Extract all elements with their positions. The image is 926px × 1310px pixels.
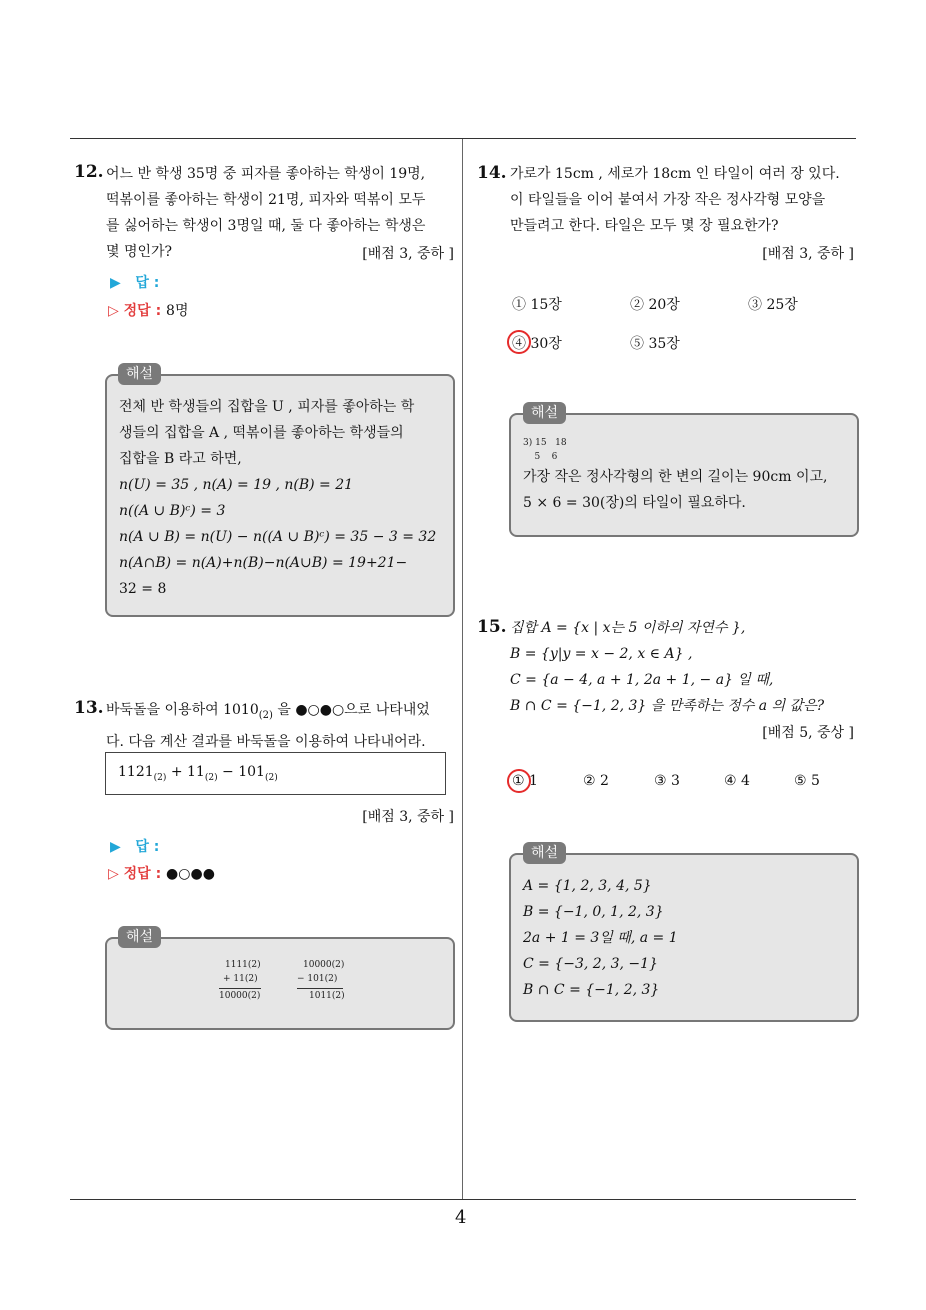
correct-label: 정답 :	[123, 303, 162, 319]
q15-choice-5[interactable]: ⑤ 5	[794, 773, 820, 789]
q15-line: B ∩ C = {−1, 2, 3} 을 만족하는 정수 a 의 값은?	[510, 698, 825, 714]
calc-right-result: 1011(2)	[309, 991, 345, 1001]
explain-line: n(A ∪ B) = n(U) − n((A ∪ B)ᶜ) = 35 − 3 = 32	[119, 529, 437, 545]
q12-explanation-tag: 해설	[118, 363, 161, 385]
q15-choice-4[interactable]: ④ 4	[724, 773, 750, 789]
q13-number: 13.	[74, 698, 104, 718]
q14-explanation-body	[523, 464, 853, 516]
q15-choice-2[interactable]: ② 2	[583, 773, 609, 789]
correct-value: 8명	[166, 303, 189, 319]
q14-number: 14.	[477, 163, 507, 183]
q14-meta: [배점 3, 중하 ]	[762, 246, 854, 262]
explain-line: 5 × 6 = 30(장)의 타일이 필요하다.	[523, 495, 746, 511]
q14-choice-4[interactable]: ④ 30장	[512, 336, 562, 352]
q13-answer-row	[110, 836, 159, 856]
explain-line: n(A∩B) = n(A)+n(B)−n(A∪B) = 19+21−	[119, 555, 408, 571]
correct-arrow-icon: ▷	[108, 866, 124, 882]
top-rule	[70, 138, 856, 139]
calc-left-mid: + 11(2)	[223, 974, 258, 984]
answer-label: 답 :	[135, 275, 160, 291]
answer-arrow-icon: ▶	[110, 839, 136, 855]
q15-explanation-box	[509, 853, 859, 1022]
correct-value: ●○●●	[166, 866, 215, 882]
correct-arrow-icon: ▷	[108, 303, 124, 319]
q12-line: 어느 반 학생 35명 중 피자를 좋아하는 학생이 19명,	[106, 166, 426, 182]
q15-choice-3[interactable]: ③ 3	[654, 773, 680, 789]
column-divider	[462, 139, 463, 1200]
q14-selected-circle-icon	[507, 330, 531, 354]
explain-line: C = {−3, 2, 3, −1}	[523, 956, 658, 972]
q15-explanation-tag: 해설	[523, 842, 566, 864]
calc-left-line	[219, 988, 261, 989]
q13-line: 다. 다음 계산 결과를 바둑돌을 이용하여 나타내어라.	[106, 733, 426, 750]
q15-line: C = {a − 4, a + 1, 2a + 1, − a} 일 때,	[510, 672, 774, 688]
q14-choice-3[interactable]: ③ 25장	[748, 297, 798, 313]
q13-line1-pre: 바둑돌을 이용하여 1010	[106, 702, 259, 718]
q13-line1-post: 을 ●○●○으로 나타내었	[272, 702, 430, 718]
page-number: 4	[455, 1207, 467, 1228]
q14-choice-5[interactable]: ⑤ 35장	[630, 336, 680, 352]
q12-correct-row	[108, 300, 188, 320]
q14-text	[510, 161, 860, 239]
explain-line: 2a + 1 = 3일 때, a = 1	[523, 930, 678, 946]
explain-line: 32 = 8	[119, 581, 167, 597]
q14-explanation-tag: 해설	[523, 402, 566, 424]
q13-correct-row	[108, 863, 215, 883]
q12-explanation-box	[105, 374, 455, 617]
q13-line	[106, 697, 458, 729]
q12-number: 12.	[74, 162, 104, 182]
calc-left-result: 10000(2)	[219, 991, 261, 1001]
q15-choice-1[interactable]: ① 1	[512, 773, 538, 789]
q15-line: 집합 A = {x | x는 5 이하의 자연수 },	[510, 620, 746, 636]
q12-meta: [배점 3, 중하 ]	[362, 246, 454, 262]
explain-line: 가장 작은 정사각형의 한 변의 길이는 90cm 이고,	[523, 469, 828, 485]
explain-line: n((A ∪ B)ᶜ) = 3	[119, 503, 226, 519]
explain-line: 생들의 집합을 A , 떡볶이를 좋아하는 학생들의	[119, 425, 404, 441]
answer-arrow-icon: ▶	[110, 275, 136, 291]
q13-text	[106, 697, 458, 755]
explain-line: 전체 반 학생들의 집합을 U , 피자를 좋아하는 학	[119, 399, 415, 415]
q12-line: 떡볶이를 좋아하는 학생이 21명, 피자와 떡볶이 모두	[106, 192, 426, 208]
q15-text	[510, 615, 860, 719]
explain-line: B ∩ C = {−1, 2, 3}	[523, 982, 660, 998]
q15-meta: [배점 5, 중상 ]	[762, 725, 854, 741]
bottom-rule	[70, 1199, 856, 1200]
calc-left-top: 1111(2)	[225, 960, 261, 970]
q14-line: 만들려고 한다. 타일은 모두 몇 장 필요한가?	[510, 218, 779, 234]
q12-line: 몇 명인가?	[106, 244, 173, 260]
q12-explanation-body	[119, 394, 449, 602]
q15-explanation-body	[523, 873, 853, 1003]
explain-line: B = {−1, 0, 1, 2, 3}	[523, 904, 664, 920]
q14-explanation-box	[509, 413, 859, 537]
answer-label: 답 :	[135, 839, 160, 855]
explain-line: 집합을 B 라고 하면,	[119, 451, 242, 467]
q15-line: B = {y|y = x − 2, x ∈ A} ,	[510, 646, 693, 662]
explain-line: A = {1, 2, 3, 4, 5}	[523, 878, 652, 894]
q14-line: 이 타일들을 이어 붙여서 가장 작은 정사각형 모양을	[510, 192, 826, 208]
calc-right-top: 10000(2)	[303, 960, 345, 970]
q14-choice-1[interactable]: ① 15장	[512, 297, 562, 313]
q13-meta: [배점 3, 중하 ]	[362, 809, 454, 825]
q15-selected-circle-icon	[507, 769, 531, 793]
q12-answer-row	[110, 272, 159, 292]
correct-label: 정답 :	[123, 866, 162, 882]
calc-right-mid: − 101(2)	[297, 974, 338, 984]
q13-expression: $1121_{(2)} + 11_{(2)} - 101_{(2)}$	[118, 764, 278, 783]
explain-line: n(U) = 35 , n(A) = 19 , n(B) = 21	[119, 477, 354, 493]
q13-explanation-tag: 해설	[118, 926, 161, 948]
q14-choice-2[interactable]: ② 20장	[630, 297, 680, 313]
gcd-calc-line: 5 6	[523, 452, 558, 462]
calc-right-line	[297, 988, 343, 989]
q13-explanation-box	[105, 937, 455, 1030]
q12-line: 를 싫어하는 학생이 3명일 때, 둘 다 좋아하는 학생은	[106, 218, 426, 234]
q13-expression-box	[105, 752, 446, 795]
q15-number: 15.	[477, 617, 507, 637]
gcd-calc-line: 3) 15 18	[523, 438, 567, 448]
q14-line: 가로가 15cm , 세로가 18cm 인 타일이 여러 장 있다.	[510, 166, 840, 182]
q13-line1-sub: (2)	[258, 709, 273, 721]
